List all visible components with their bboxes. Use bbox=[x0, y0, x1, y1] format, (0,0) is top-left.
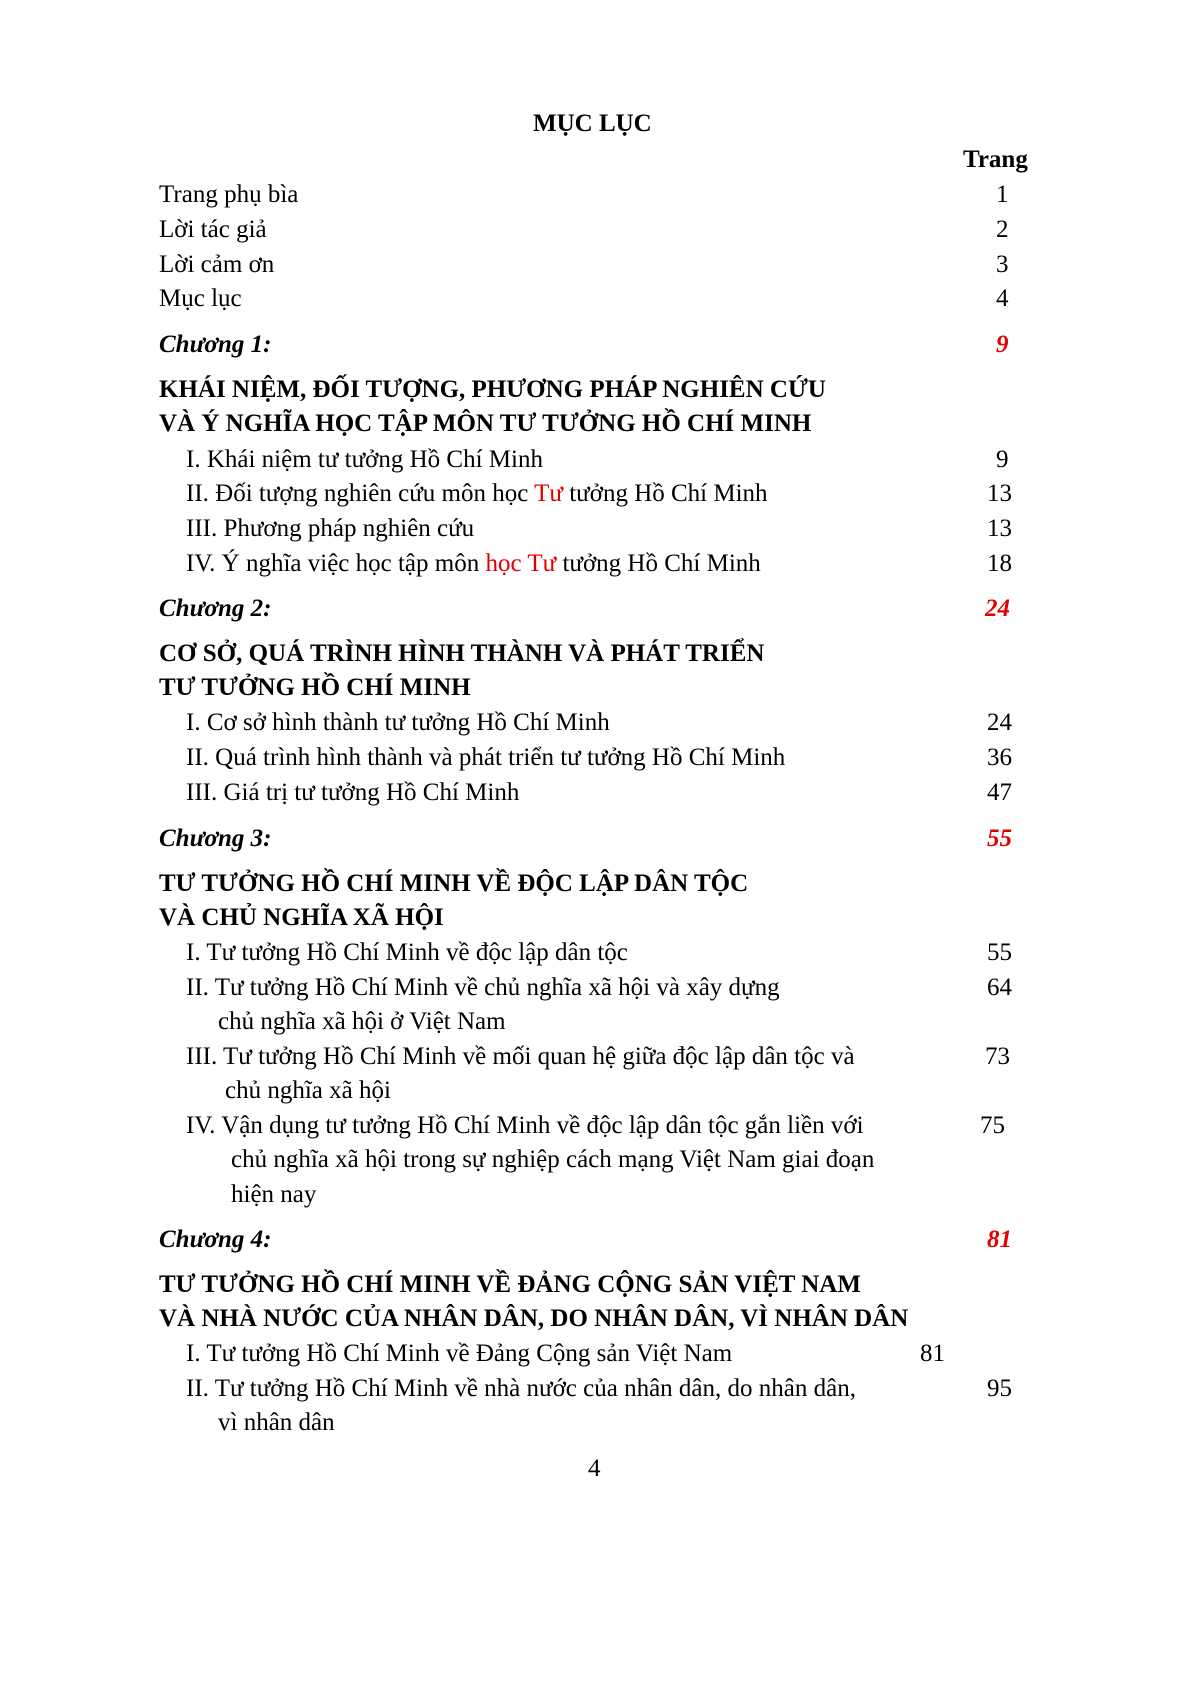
toc-item-text-continued: chủ nghĩa xã hội trong sự nghiệp cách mạng Việt Nam giai đoạn bbox=[231, 1146, 875, 1173]
chapter-label: Chương 2: bbox=[159, 595, 272, 622]
toc-item-page: 36 bbox=[987, 744, 1012, 771]
toc-item-text-continued: chủ nghĩa xã hội bbox=[225, 1077, 391, 1104]
toc-item-text: II. Quá trình hình thành và phát triển tư tưởng Hồ Chí Minh bbox=[186, 744, 786, 771]
toc-item-page: 81 bbox=[920, 1340, 945, 1367]
chapter-page: 81 bbox=[987, 1226, 1012, 1253]
chapter-page: 55 bbox=[987, 825, 1012, 852]
toc-entry-page: 1 bbox=[996, 181, 1009, 208]
toc-item-text: I. Khái niệm tư tưởng Hồ Chí Minh bbox=[186, 446, 543, 473]
toc-item-text-part: tưởng Hồ Chí Minh bbox=[562, 480, 768, 507]
toc-item-page: 24 bbox=[987, 709, 1012, 736]
chapter-label: Chương 3: bbox=[159, 825, 272, 852]
toc-item-page: 47 bbox=[987, 779, 1012, 806]
toc-item-text-continued: chủ nghĩa xã hội ở Việt Nam bbox=[218, 1008, 506, 1035]
toc-item-page: 95 bbox=[987, 1375, 1012, 1402]
chapter-heading: CƠ SỞ, QUÁ TRÌNH HÌNH THÀNH VÀ PHÁT TRIỂN bbox=[159, 640, 765, 667]
chapter-page: 9 bbox=[996, 331, 1009, 358]
toc-item-text: II. Tư tưởng Hồ Chí Minh về chủ nghĩa xã hội và xây dựng bbox=[186, 974, 780, 1001]
toc-item-text: III. Phương pháp nghiên cứu bbox=[186, 515, 475, 542]
toc-item-text: III. Giá trị tư tưởng Hồ Chí Minh bbox=[186, 779, 520, 806]
chapter-label: Chương 1: bbox=[159, 331, 272, 358]
chapter-page: 24 bbox=[985, 595, 1010, 622]
toc-item-text-highlight: học Tư bbox=[485, 550, 557, 577]
toc-item-text-continued: vì nhân dân bbox=[218, 1409, 335, 1436]
toc-item-text: IV. Vận dụng tư tưởng Hồ Chí Minh về độc lập dân tộc gắn liền với bbox=[186, 1112, 864, 1139]
toc-entry-label: Lời cảm ơn bbox=[159, 251, 275, 278]
toc-item-text-continued: hiện nay bbox=[231, 1181, 317, 1208]
toc-item-page: 13 bbox=[987, 515, 1012, 542]
page-number: 4 bbox=[588, 1455, 601, 1482]
toc-item-text: II. Tư tưởng Hồ Chí Minh về nhà nước của nhân dân, do nhân dân, bbox=[186, 1375, 856, 1402]
toc-entry-label: Mục lục bbox=[159, 285, 242, 312]
toc-item-text: I. Cơ sở hình thành tư tưởng Hồ Chí Minh bbox=[186, 709, 610, 736]
toc-item-text: I. Tư tưởng Hồ Chí Minh về độc lập dân tộc bbox=[186, 939, 628, 966]
toc-item-page: 73 bbox=[985, 1043, 1010, 1070]
toc-item-text bbox=[186, 481, 768, 506]
toc-entry-page: 3 bbox=[996, 251, 1009, 278]
toc-entry-label: Trang phụ bìa bbox=[159, 181, 299, 208]
toc-entry-page: 4 bbox=[996, 285, 1009, 312]
chapter-heading: VÀ Ý NGHĨA HỌC TẬP MÔN TƯ TƯỞNG HỒ CHÍ MINH bbox=[159, 410, 812, 437]
toc-item-text bbox=[186, 551, 761, 576]
toc-item-page: 55 bbox=[987, 939, 1012, 966]
chapter-heading: VÀ CHỦ NGHĨA XÃ HỘI bbox=[159, 904, 444, 931]
toc-entry-page: 2 bbox=[996, 216, 1009, 243]
toc-item-page: 18 bbox=[987, 550, 1012, 577]
chapter-heading: VÀ NHÀ NƯỚC CỦA NHÂN DÂN, DO NHÂN DÂN, VÌ NHÂN DÂN bbox=[159, 1305, 909, 1332]
toc-item-page: 75 bbox=[980, 1112, 1005, 1139]
toc-item-text: I. Tư tưởng Hồ Chí Minh về Đảng Cộng sản Việt Nam bbox=[186, 1340, 733, 1367]
chapter-heading: TƯ TƯỞNG HỒ CHÍ MINH bbox=[159, 674, 471, 701]
chapter-heading: TƯ TƯỞNG HỒ CHÍ MINH VỀ ĐẢNG CỘNG SẢN VIỆT NAM bbox=[159, 1271, 861, 1298]
page-title: MỤC LỤC bbox=[533, 110, 652, 137]
toc-item-page: 64 bbox=[987, 974, 1012, 1001]
toc-item-page: 9 bbox=[996, 446, 1009, 473]
toc-item-text-part: IV. Ý nghĩa việc học tập môn bbox=[186, 550, 486, 577]
toc-entry-label: Lời tác giả bbox=[159, 216, 267, 243]
chapter-label: Chương 4: bbox=[159, 1226, 272, 1253]
toc-item-text-highlight: Tư bbox=[534, 480, 563, 507]
toc-item-page: 13 bbox=[987, 480, 1012, 507]
toc-item-text-part: II. Đối tượng nghiên cứu môn học bbox=[186, 480, 535, 507]
toc-item-text-part: tưởng Hồ Chí Minh bbox=[556, 550, 761, 577]
toc-item-text: III. Tư tưởng Hồ Chí Minh về mối quan hệ giữa độc lập dân tộc và bbox=[186, 1043, 855, 1070]
page-column-header: Trang bbox=[963, 146, 1028, 173]
chapter-heading: KHÁI NIỆM, ĐỐI TƯỢNG, PHƯƠNG PHÁP NGHIÊN CỨU bbox=[159, 376, 826, 403]
chapter-heading: TƯ TƯỞNG HỒ CHÍ MINH VỀ ĐỘC LẬP DÂN TỘC bbox=[159, 870, 749, 897]
